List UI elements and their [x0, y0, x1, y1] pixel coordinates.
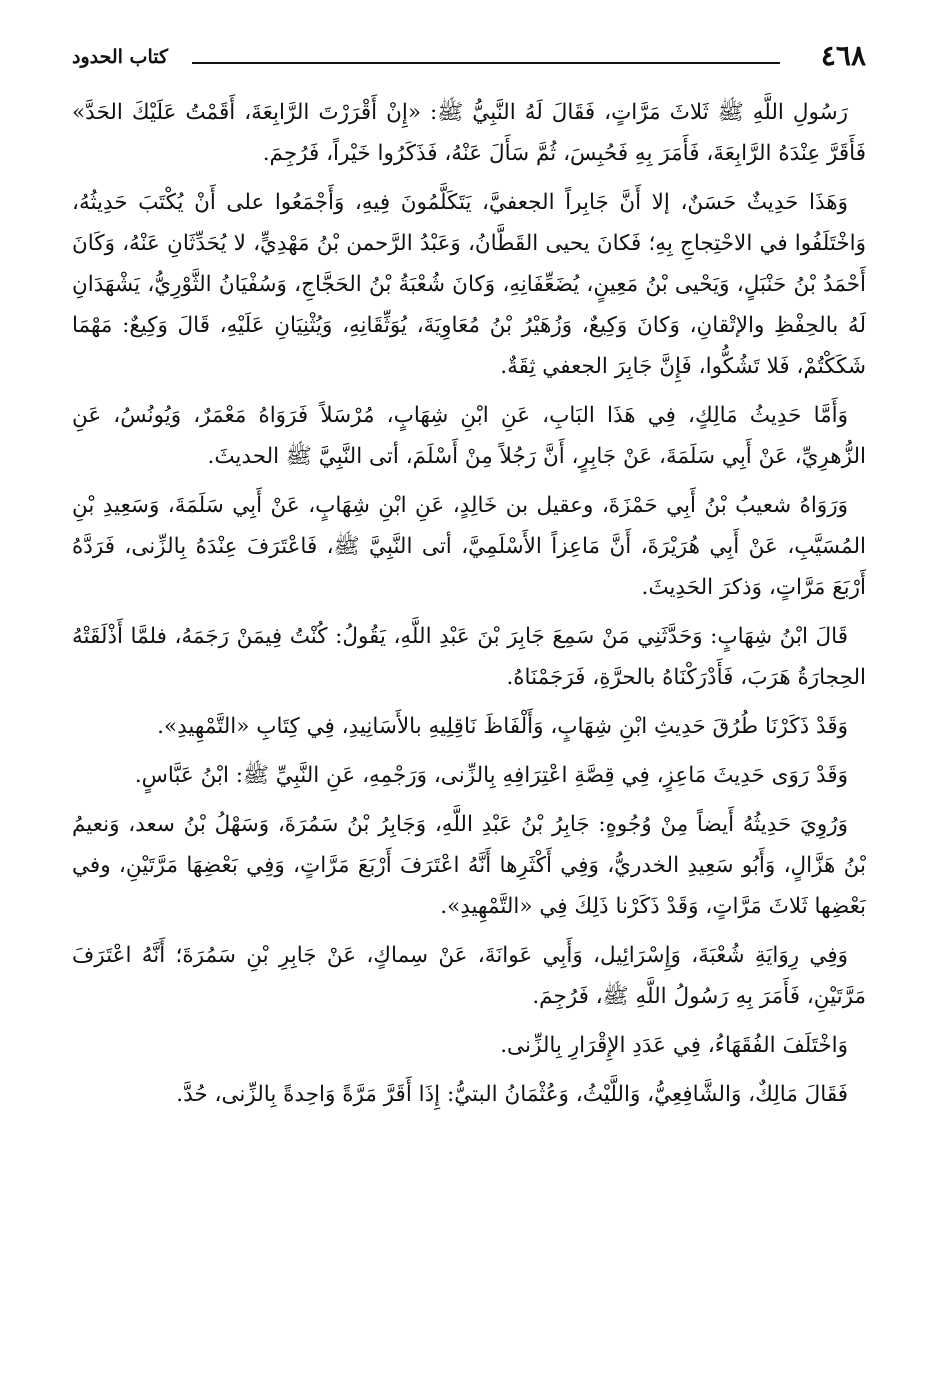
paragraph: وَرَوَاهُ شعيبُ بْنُ أَبِي حَمْزَةَ، وعقيل بن خَالِدٍ، عَنِ ابْنِ شِهَابٍ، عَنْ أَبِي سَلَمَةَ، وَسَعِيدِ بْنِ المُسَيَّبِ، عَنْ أَبِي هُرَيْرَةَ، أَنَّ مَاعِزاً الأَسْلَمِيَّ، أتى النَّبِيَّ ﷺ، فَاعْتَرَفَ عِنْدَهُ بِالزِّنى، فَرَدَّهُ أَرْبَعَ مَرَّاتٍ، وَذكرَ الحَدِيثَ.	[72, 493, 866, 600]
paragraph: وَرُوِيَ حَدِيثُهُ أَيضاً مِنْ وُجُوهٍ: جَابِرُ بْنُ عَبْدِ اللَّهِ، وَجَابِرُ بْنُ سَمُرَةَ، وَسَهْلُ بْنُ سعد، وَنعيمُ بْنُ هَزَّالٍ، وَأَبُو سَعِيدِ الخدريُّ، وَفِي أَكْثَرِها أَنَّهُ اعْتَرَفَ أَرْبَعَ مَرَّاتٍ، وَفِي بَعْضِهَا مَرَّتَيْنِ، وفي بَعْضِها ثَلاثَ مَرَّاتٍ، وَقَدْ ذَكَرْنا ذَلِكَ فِي «التَّمْهِيدِ».	[72, 812, 866, 919]
header-rule	[192, 62, 780, 64]
paragraph: وَأَمَّا حَدِيثُ مَالِكٍ، فِي هَذَا البَابِ، عَنِ ابْنِ شِهَابٍ، مُرْسَلاً فَرَوَاهُ مَعْمَرٌ، وَيُونُسُ، عَنِ الزُّهرِيِّ، عَنْ أَبِي سَلَمَةَ، عَنْ جَابِرٍ، أَنَّ رَجُلاً مِنْ أَسْلَمَ، أتى النَّبِيَّ ﷺ الحديثَ.	[72, 403, 866, 469]
paragraph: قَالَ ابْنُ شِهَابٍ: وَحَدَّثَنِي مَنْ سَمِعَ جَابِرَ بْنَ عَبْدِ اللَّهِ، يَقُولُ: كُنْتُ فِيمَنْ رَجَمَهُ، فلمَّا أَذْلَقَتْهُ الحِجارَةُ هَرَبَ، فَأَدْرَكْنَاهُ بالحرَّةِ، فَرَجَمْنَاهُ.	[72, 624, 866, 690]
page-number: ٤٦٨	[820, 39, 866, 72]
paragraph: وَقَدْ ذَكَرْنَا طُرُقَ حَدِيثِ ابْنِ شِهَابٍ، وَأَلْفَاظَ نَاقِلِيهِ بالأَسَانِيدِ، فِي كِتَابِ «التَّمْهِيدِ».	[157, 714, 848, 739]
running-title: كتاب الحدود	[72, 46, 169, 68]
paragraph: فَقَالَ مَالِكٌ، وَالشَّافِعِيُّ، وَاللَّيْثُ، وَعُثْمَانُ البتيُّ: إِذَا أَقَرَّ مَرَّةً وَاحِدةً بِالزِّنى، حُدَّ.	[176, 1082, 848, 1107]
paragraph: وَفِي رِوَايَةِ شُعْبَةَ، وَإِسْرَائِيل، وَأَبِي عَوانَةَ، عَنْ سِماكٍ، عَنْ جَابِرِ بْنِ سَمُرَةَ؛ أَنَّهُ اعْتَرَفَ مَرَّتَيْنِ، فَأَمَرَ بِهِ رَسُولُ اللَّهِ ﷺ، فَرُجِمَ.	[72, 943, 866, 1009]
paragraph: وَقَدْ رَوَى حَدِيثَ مَاعِزٍ، فِي قِصَّةِ اعْتِرَافِهِ بِالزِّنى، وَرَجْمِهِ، عَنِ النَّبِيِّ ﷺ: ابْنُ عَبَّاسٍ.	[134, 763, 848, 788]
paragraph: رَسُولِ اللَّهِ ﷺ ثَلاثَ مَرَّاتٍ، فَقَالَ لَهُ النَّبِيُّ ﷺ: «إِنْ أَقْرَرْتَ الرَّابِعَةَ، أَقَمْتُ عَلَيْكَ الحَدَّ» فَأَقَرَّ عِنْدَهُ الرَّابِعَةَ، فَأَمَرَ بِهِ فَحُبِسَ، ثُمَّ سَأَلَ عَنْهُ، فَذَكَرُوا خَيْراً، فَرُجِمَ.	[72, 100, 866, 166]
paragraph: وَاخْتَلَفَ الفُقَهَاءُ، فِي عَدَدِ الإِقْرَارِ بِالزِّنى.	[500, 1033, 848, 1058]
paragraph: وَهَذَا حَدِيثٌ حَسَنٌ، إلا أَنَّ جَابِراً الجعفيَّ، يَتَكَلَّمُونَ فِيهِ، وَأَجْمَعُوا على أَنْ يُكْتَبَ حَدِيثُهُ، وَاخْتَلَفُوا في الاحْتِجاجِ بِهِ؛ فَكانَ يحيى القَطَّانُ، وَعَبْدُ الرَّحمن بْنُ مَهْدِيٍّ، لا يُحَدِّثَانِ عَنْهُ، وَكَانَ أَحْمَدُ بْنُ حَنْبَلٍ، وَيَحْيى بْنُ مَعِينٍ، يُضَعِّفَانِهِ، وَكانَ شُعْبَةُ بْنُ الحَجَّاجِ، وَسُفْيَانُ الثَّوْرِيُّ، يَشْهَدَانِ لَهُ بالحِفْظِ والإتْقانِ، وَكانَ وَكِيعٌ، وَزُهَيْرُ بْنُ مُعَاوِيَةَ، يُوَثِّقَانِهِ، وَيُثْنِيَانِ عَلَيْهِ، قَالَ وَكِيعٌ: مَهْمَا شَكَكْتُمْ، فَلا تَشُكُّوا، فَإِنَّ جَابِرَ الجعفي ثِقَةٌ.	[72, 190, 866, 379]
page-header	[72, 38, 866, 80]
body-text	[72, 92, 866, 1115]
